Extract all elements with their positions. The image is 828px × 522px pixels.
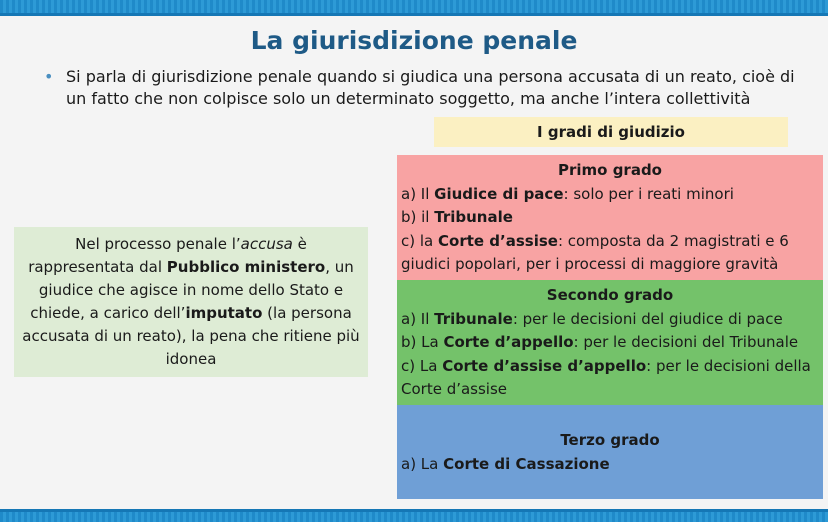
secondo-grado-item-b (401, 331, 819, 355)
bullet-icon: • (44, 67, 54, 86)
gradi-header: I gradi di giudizio (434, 117, 788, 147)
corte-cassazione-term: Corte di Cassazione (443, 454, 610, 473)
giudice-di-pace-term: Giudice di pace (434, 184, 564, 203)
accusa-text-part: Nel processo penale l’ (75, 235, 241, 253)
primo-grado-item-a (401, 183, 819, 207)
bottom-decorative-stripe (0, 509, 828, 522)
item-prefix: b) il (401, 208, 435, 226)
item-prefix: b) La (401, 333, 444, 351)
secondo-grado-item-a (401, 308, 819, 332)
tribunale-term: Tribunale (434, 309, 513, 328)
primo-grado-title: Primo grado (558, 161, 662, 179)
corte-appello-term: Corte d’appello (443, 333, 574, 351)
secondo-grado-box (397, 280, 823, 405)
item-prefix: c) la (401, 231, 438, 250)
secondo-grado-item-c (401, 355, 819, 402)
primo-grado-item-b (401, 206, 819, 230)
intro-bullet (44, 66, 804, 110)
terzo-grado-item-a (401, 453, 819, 477)
primo-grado-box (397, 155, 823, 280)
accusa-term: accusa (240, 235, 293, 253)
terzo-grado-title: Terzo grado (560, 431, 660, 449)
accusa-text (22, 233, 360, 371)
item-prefix: a) Il (401, 309, 435, 328)
corte-assise-term: Corte d’assise (438, 231, 558, 250)
item-description: : solo per i reati minori (563, 184, 734, 203)
item-prefix: a) Il (401, 184, 435, 203)
accusa-text-part: (la persona accusata di un reato), la pena che ritiene più idonea (22, 304, 360, 368)
accusa-text-part: , un giudice che agisce in nome dello Stato e chiede, a carico dell’ (30, 258, 354, 322)
item-description: : per le decisioni della Corte d’assise (401, 356, 811, 398)
primo-grado-item-c (401, 230, 819, 277)
item-description: : composta da 2 magistrati e 6 giudici popolari, per i processi di maggiore gravità (401, 231, 789, 273)
top-decorative-stripe (0, 0, 828, 16)
accusa-box (14, 227, 368, 377)
accusa-text-part: è rappresentata dal (28, 235, 307, 276)
item-description: : per le decisioni del giudice di pace (512, 309, 783, 328)
imputato-term: imputato (185, 304, 263, 322)
slide-title: La giurisdizione penale (250, 26, 578, 55)
item-prefix: a) La (401, 454, 444, 473)
secondo-grado-title: Secondo grado (546, 286, 674, 304)
terzo-grado-box (397, 405, 823, 499)
pubblico-ministero-term: Pubblico ministero (166, 258, 326, 276)
corte-assise-appello-term: Corte d’assise d’appello (442, 356, 647, 375)
intro-text: Si parla di giurisdizione penale quando si giudica una persona accusata di un reato, cioè di un fatto che non colpisce solo un determinato soggetto, ma anche l’intera collettività (66, 67, 795, 108)
item-description: : per le decisioni del Tribunale (573, 333, 799, 351)
item-prefix: c) La (401, 356, 443, 375)
tribunale-term: Tribunale (434, 208, 513, 226)
